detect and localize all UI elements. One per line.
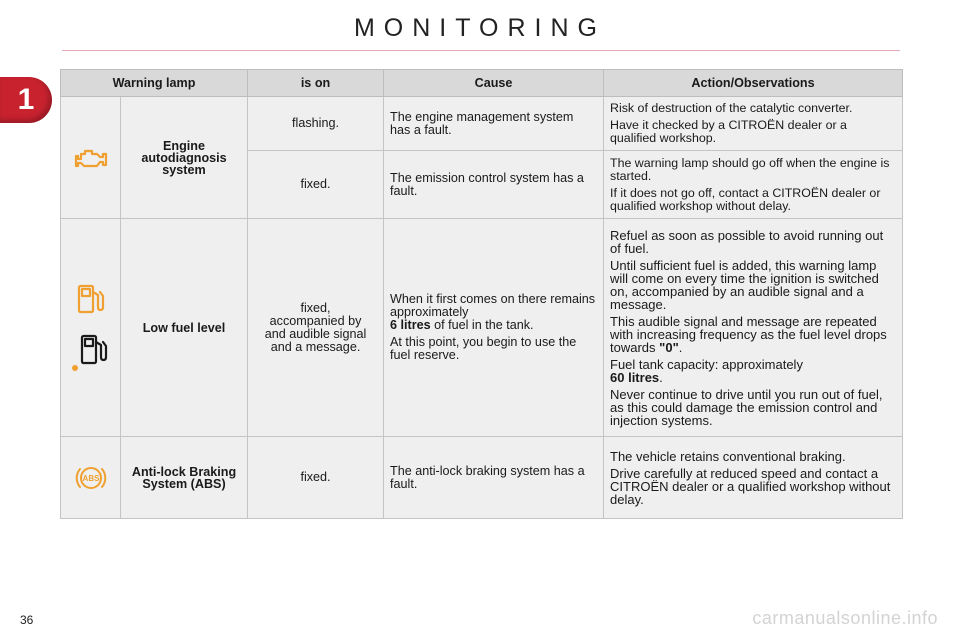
- action-text: [604, 219, 903, 437]
- cause-text: [384, 151, 604, 219]
- cause-text: [384, 437, 604, 519]
- engine-lamp-icon-cell: [61, 97, 121, 219]
- action-text: [604, 151, 903, 219]
- action-span: .: [678, 339, 683, 355]
- action-paragraph: If it does not go off, contact a CITROËN dealer or qualified workshop without delay.: [610, 185, 881, 213]
- engine-check-icon: [74, 146, 108, 170]
- cause-text: [384, 219, 604, 437]
- watermark: carmanualsonline.info: [752, 608, 938, 628]
- table-row: [61, 97, 903, 151]
- cause-paragraph: The emission control system has a fault.: [390, 170, 584, 198]
- action-paragraph: Risk of destruction of the catalytic converter.: [610, 101, 853, 115]
- title-divider: [62, 50, 900, 51]
- action-span: This audible signal and message are repeated with increasing frequency as the fuel level drops towards: [610, 313, 887, 355]
- action-paragraph: Drive carefully at reduced speed and contact a CITROËN dealer or a qualified workshop without delay.: [610, 465, 891, 507]
- action-paragraph: Never continue to drive until you run out of fuel, as this could damage the emission control and injection systems.: [610, 386, 883, 428]
- table-row: [61, 437, 903, 519]
- action-paragraph: Refuel as soon as possible to avoid running out of fuel.: [610, 227, 884, 256]
- action-paragraph: Until sufficient fuel is added, this warning lamp will come on every time the ignition is switched on, accompanied by an audible signal and a message.: [610, 257, 879, 312]
- cause-paragraph: The anti-lock braking system has a fault.: [390, 463, 585, 491]
- cause-span: When it first comes on there remains approximately: [390, 292, 596, 319]
- action-span: .: [659, 369, 663, 385]
- page-number: 36: [20, 613, 34, 627]
- abs-lamp-icon-cell: [61, 437, 121, 519]
- fuel-zero-label: "0": [659, 339, 679, 355]
- action-paragraph: [610, 358, 896, 384]
- column-header-cause: Cause: [384, 70, 604, 97]
- fuel-reserve-amount: 6 litres: [390, 318, 431, 332]
- page-title: MONITORING: [353, 14, 607, 42]
- lamp-name-fuel: Low fuel level: [121, 219, 248, 437]
- action-paragraph: Have it checked by a CITROËN dealer or a qualified workshop.: [610, 118, 847, 145]
- warning-lamp-table: [60, 69, 903, 519]
- lamp-name-engine: Engine autodiagnosis system: [121, 97, 248, 219]
- action-paragraph: The warning lamp should go off when the engine is started.: [610, 155, 890, 183]
- fuel-lamp-icon-cell: [61, 219, 121, 437]
- action-paragraph: [610, 315, 896, 354]
- cause-span: of fuel in the tank.: [434, 318, 534, 332]
- cause-paragraph: The engine management system has a fault.: [390, 109, 574, 137]
- lamp-name-abs: Anti-lock Braking System (ABS): [121, 437, 248, 519]
- cause-text: [384, 97, 604, 151]
- column-header-is-on: is on: [248, 70, 384, 97]
- column-header-warning-lamp: Warning lamp: [61, 70, 248, 97]
- chapter-tab[interactable]: 1: [0, 77, 52, 123]
- cause-paragraph: At this point, you begin to use the fuel reserve.: [390, 335, 577, 362]
- action-paragraph: The vehicle retains conventional braking.: [610, 448, 846, 464]
- abs-icon: [74, 461, 108, 495]
- table-row: [61, 219, 903, 437]
- action-span: Fuel tank capacity: approximately: [610, 356, 803, 372]
- abs-icon-label: ABS: [82, 473, 99, 483]
- is-on-value: fixed.: [248, 437, 384, 519]
- action-text: [604, 97, 903, 151]
- cause-paragraph: [390, 293, 597, 332]
- action-text: [604, 437, 903, 519]
- is-on-value: [248, 219, 384, 437]
- fuel-pump-icon: [76, 283, 106, 315]
- fuel-tank-capacity: 60 litres: [610, 369, 660, 385]
- fuel-pump-dot-icon: [71, 333, 111, 373]
- column-header-action: Action/Observations: [604, 70, 903, 97]
- is-on-value: fixed.: [248, 151, 384, 219]
- is-on-value: flashing.: [248, 97, 384, 151]
- table-header-row: [61, 70, 903, 97]
- is-on-text: fixed, accompanied by and audible signal and a message.: [264, 300, 367, 354]
